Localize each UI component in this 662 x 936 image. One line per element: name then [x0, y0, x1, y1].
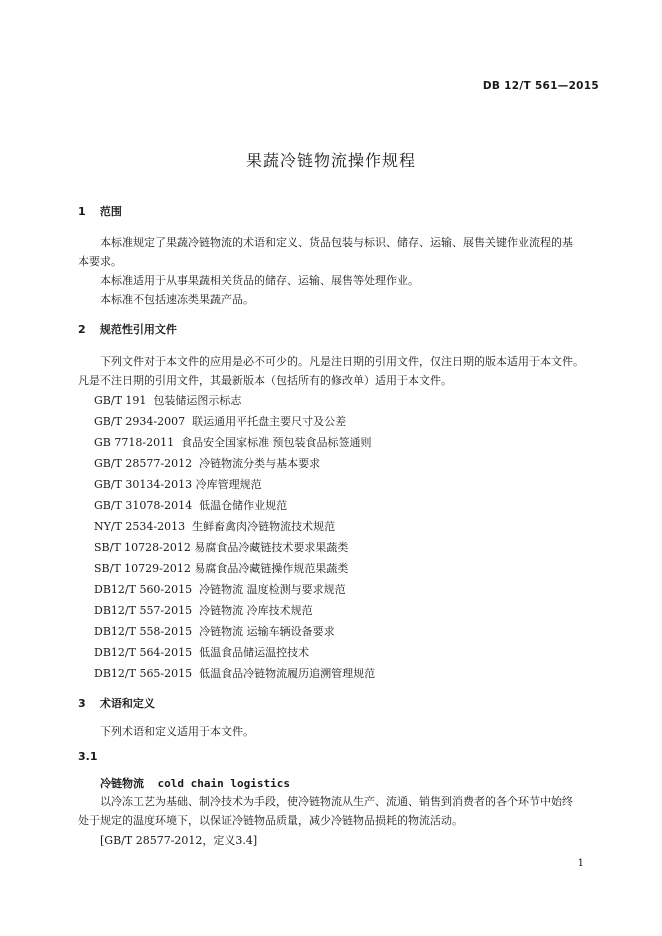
reference-item: GB/T 191 包装储运图示标志: [94, 394, 242, 407]
scope-paragraph-2: [78, 271, 598, 290]
section-title: 术语和定义: [99, 697, 155, 710]
scope-paragraph-1: [78, 233, 598, 271]
text-line: 本标准适用于从事果蔬相关货品的储存、运输、展售等处理作业。: [100, 274, 419, 287]
text-line: 处于规定的温度环境下，以保证冷链物品质量，减少冷链物品损耗的物流活动。: [78, 814, 463, 827]
section-title: 范围: [99, 205, 122, 218]
text-line: 下列术语和定义适用于本文件。: [100, 725, 254, 738]
section-number: 2: [78, 323, 86, 336]
text-line: 下列文件对于本文件的应用是必不可少的。凡是注日期的引用文件，仅注日期的版本适用于本文件。: [100, 355, 584, 368]
reference-item: DB12/T 560-2015 冷链物流 温度检测与要求规范: [94, 583, 346, 596]
term-english: cold chain logistics: [157, 777, 290, 790]
document-title: 果蔬冷链物流操作规程: [245, 151, 416, 170]
term-source: [GB/T 28577-2012，定义3.4]: [100, 834, 258, 847]
text-line: 本标准不包括速冻类果蔬产品。: [100, 293, 254, 306]
page-number: 1: [577, 858, 584, 869]
reference-item: GB/T 28577-2012 冷链物流分类与基本要求: [94, 457, 321, 470]
term-heading: [100, 775, 290, 791]
reference-item: SB/T 10729-2012 易腐食品冷藏链操作规范果蔬类: [94, 562, 349, 575]
reference-item: DB12/T 558-2015 冷链物流 运输车辆设备要求: [94, 625, 335, 638]
reference-item: GB/T 31078-2014 低温仓储作业规范: [94, 499, 288, 512]
section-1-heading: [78, 203, 122, 219]
subsection-3-1-number: 3.1: [78, 750, 98, 763]
reference-item: DB12/T 557-2015 冷链物流 冷库技术规范: [94, 604, 313, 617]
reference-item: GB/T 30134-2013 冷库管理规范: [94, 478, 262, 491]
section-number: 3: [78, 697, 86, 710]
term-definition: [78, 792, 598, 830]
terms-intro: [78, 722, 598, 741]
section-3-heading: [78, 695, 155, 711]
normative-intro: [78, 352, 598, 390]
text-line: 本要求。: [78, 255, 122, 268]
section-title: 规范性引用文件: [99, 323, 177, 336]
reference-item: NY/T 2534-2013 生鲜畜禽肉冷链物流技术规范: [94, 520, 336, 533]
text-line: 以冷冻工艺为基础、制冷技术为手段，使冷链物流从生产、流通、销售到消费者的各个环节中始终: [100, 795, 573, 808]
reference-item: SB/T 10728-2012 易腐食品冷藏链技术要求果蔬类: [94, 541, 349, 554]
section-2-heading: [78, 321, 177, 337]
term-chinese: 冷链物流: [100, 777, 144, 790]
section-number: 1: [78, 205, 86, 218]
text-line: 凡是不注日期的引用文件，其最新版本（包括所有的修改单）适用于本文件。: [78, 374, 452, 387]
reference-item: DB12/T 564-2015 低温食品储运温控技术: [94, 646, 310, 659]
reference-item: GB/T 2934-2007 联运通用平托盘主要尺寸及公差: [94, 415, 347, 428]
reference-item: GB 7718-2011 食品安全国家标准 预包装食品标签通则: [94, 436, 372, 449]
reference-item: DB12/T 565-2015 低温食品冷链物流履历追溯管理规范: [94, 667, 376, 680]
text-line: 本标准规定了果蔬冷链物流的术语和定义、货品包装与标识、储存、运输、展售关键作业流程的基: [100, 236, 573, 249]
document-code: DB 12/T 561—2015: [482, 80, 599, 92]
scope-paragraph-3: [78, 290, 598, 309]
